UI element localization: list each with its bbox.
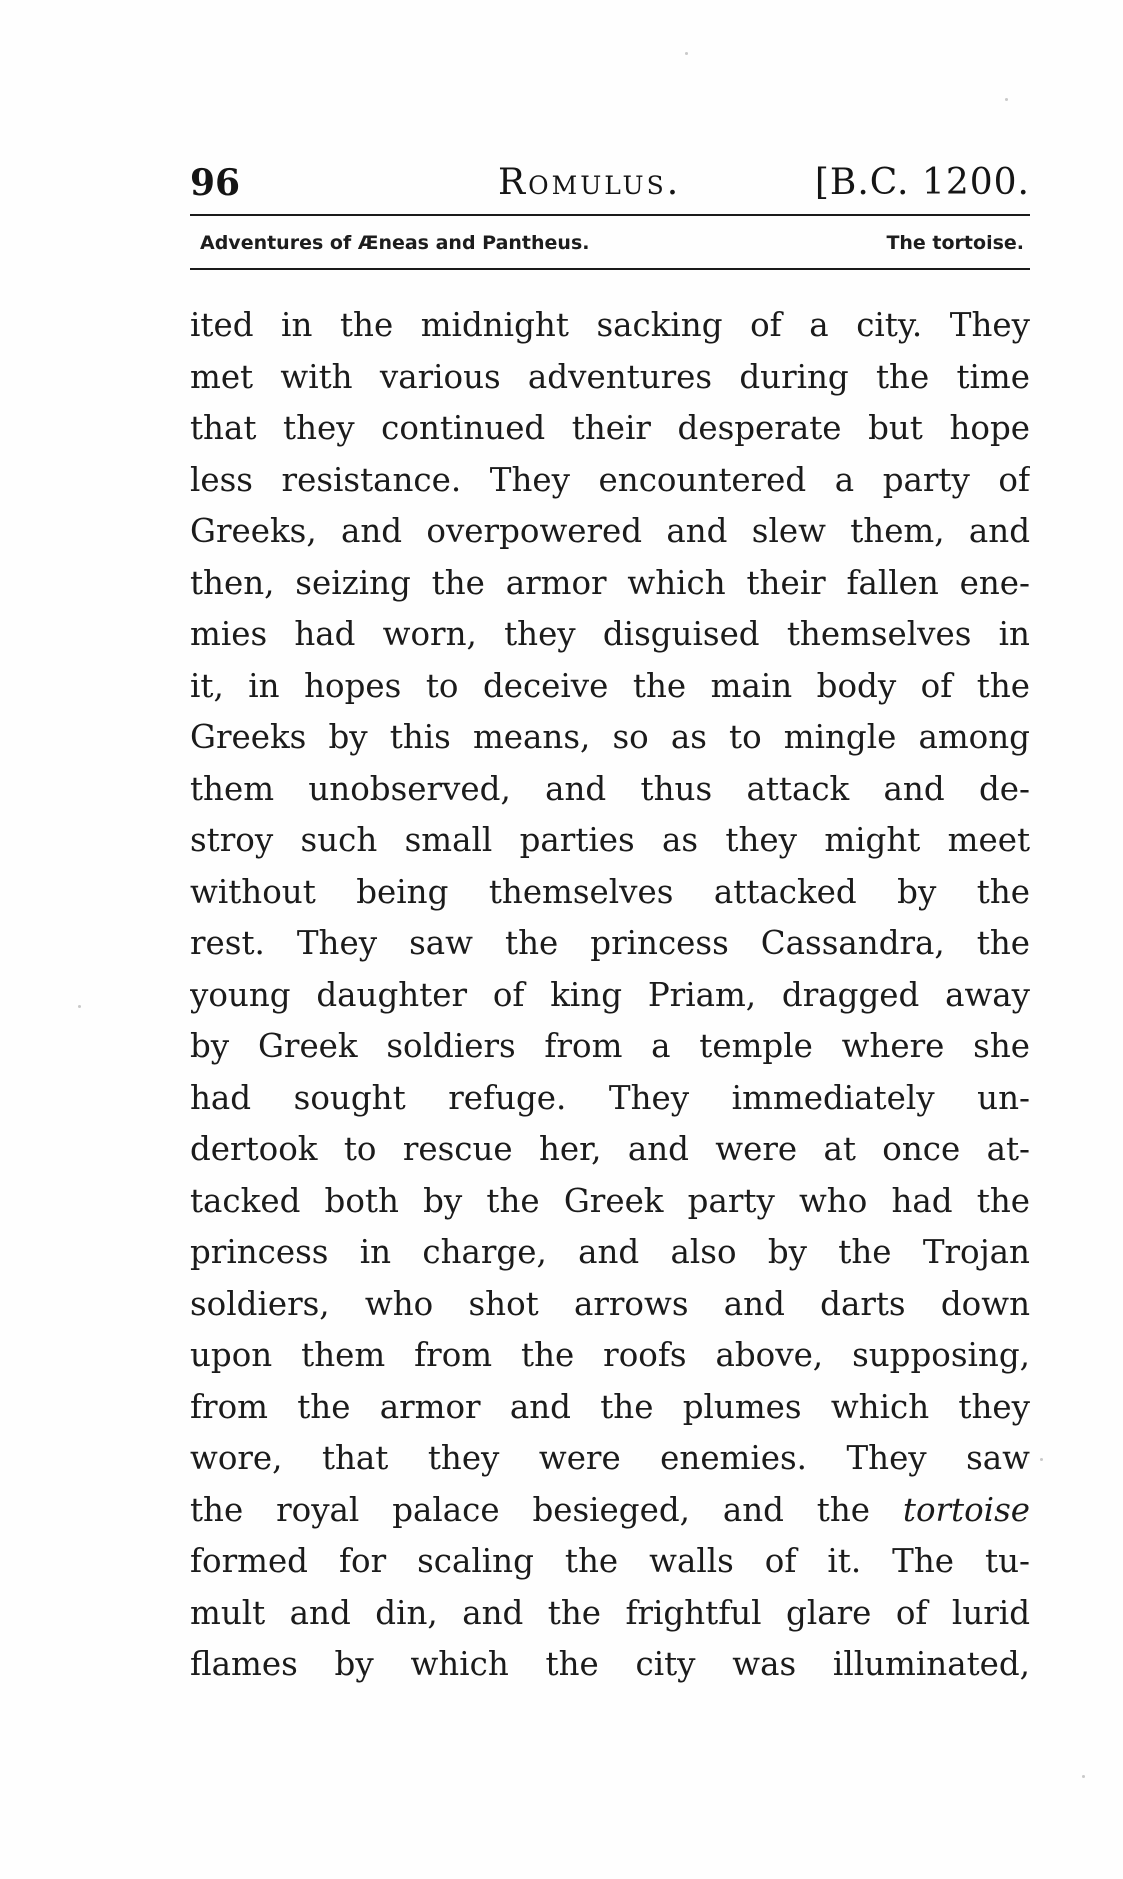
scan-speck xyxy=(685,52,688,55)
text-line: mies had worn, they disguised themselves in xyxy=(190,615,1030,653)
text-line: rest. They saw the princess Cassandra, the xyxy=(190,924,1030,962)
header-rule-top xyxy=(190,214,1030,216)
scan-speck xyxy=(1005,98,1008,101)
text-line: Greeks by this means, so as to mingle among xyxy=(190,718,1030,756)
running-head xyxy=(190,160,1030,206)
italic-word: tortoise xyxy=(902,1490,1030,1529)
text-line: from the armor and the plumes which they xyxy=(190,1387,1030,1426)
text-line: that they continued their desperate but hope xyxy=(190,409,1030,447)
marginal-headings xyxy=(200,226,1024,260)
scan-speck xyxy=(1082,1775,1085,1778)
text-line: less resistance. They encountered a party of xyxy=(190,460,1030,499)
text-line: by Greek soldiers from a temple where she xyxy=(190,1027,1030,1065)
scan-speck xyxy=(1040,1458,1043,1461)
text-line: met with various adventures during the time xyxy=(190,357,1030,396)
sidenote-left: Adventures of Æneas and Pantheus. xyxy=(200,232,590,254)
text-run: the royal palace besieged, and the xyxy=(190,1490,903,1529)
text-line: ited in the midnight sacking of a city. They xyxy=(190,306,1030,344)
page-number: 96 xyxy=(190,162,241,204)
text-line: stroy such small parties as they might meet xyxy=(190,821,1030,859)
text-line: had sought refuge. They immediately un- xyxy=(190,1078,1030,1117)
text-line: wore, that they were enemies. They saw xyxy=(190,1439,1030,1477)
text-line: dertook to rescue her, and were at once at- xyxy=(190,1130,1030,1168)
text-line: them unobserved, and thus attack and de- xyxy=(190,769,1030,808)
text-line: tacked both by the Greek party who had the xyxy=(190,1181,1030,1220)
text-line: princess in charge, and also by the Trojan xyxy=(190,1233,1030,1271)
body-text xyxy=(190,300,1030,1691)
running-title: Romulus. xyxy=(498,162,682,203)
running-date: [B.C. 1200. xyxy=(814,162,1030,203)
text-line: formed for scaling the walls of it. The tu- xyxy=(190,1542,1030,1580)
header-rule-bottom xyxy=(190,268,1030,270)
scan-speck xyxy=(78,1005,81,1008)
text-line: upon them from the roofs above, supposing, xyxy=(190,1336,1030,1374)
text-line: without being themselves attacked by the xyxy=(190,872,1030,911)
text-line: soldiers, who shot arrows and darts down xyxy=(190,1284,1030,1323)
sidenote-right: The tortoise. xyxy=(886,232,1024,254)
text-line: Greeks, and overpowered and slew them, and xyxy=(190,512,1030,550)
text-line: it, in hopes to deceive the main body of the xyxy=(190,666,1030,705)
text-line: flames by which the city was illuminated, xyxy=(190,1645,1030,1683)
text-line-with-italic xyxy=(190,1485,1030,1537)
text-line: then, seizing the armor which their fallen ene- xyxy=(190,563,1030,602)
text-line: young daughter of king Priam, dragged away xyxy=(190,975,1030,1014)
text-line: mult and din, and the frightful glare of lurid xyxy=(190,1593,1030,1632)
